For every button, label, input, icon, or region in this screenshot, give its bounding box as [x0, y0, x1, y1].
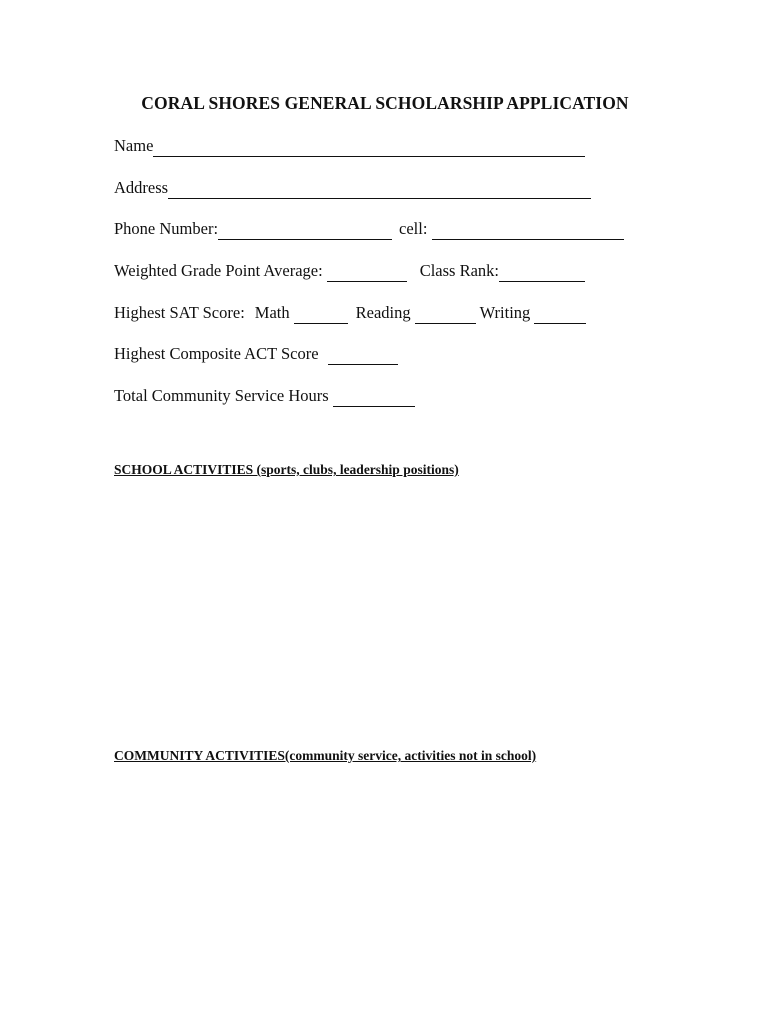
community-activities-heading: COMMUNITY ACTIVITIES(community service, activities not in school) [114, 748, 537, 763]
sat-label: Highest SAT Score: [114, 303, 245, 322]
gpa-row [114, 261, 585, 282]
service-hours-field[interactable] [333, 391, 415, 407]
gpa-label: Weighted Grade Point Average: [114, 261, 323, 280]
gpa-field[interactable] [327, 266, 407, 282]
address-field[interactable] [168, 183, 591, 199]
sat-reading-field[interactable] [415, 308, 476, 324]
act-row [114, 344, 398, 365]
service-hours-label: Total Community Service Hours [114, 386, 329, 405]
sat-math-field[interactable] [294, 308, 348, 324]
class-rank-label: Class Rank: [419, 261, 499, 280]
cell-field[interactable] [432, 224, 624, 240]
address-label: Address [114, 178, 169, 197]
name-field[interactable] [153, 141, 585, 157]
act-field[interactable] [328, 349, 398, 365]
address-row [114, 178, 591, 199]
sat-math-label: Math [254, 303, 290, 322]
name-label: Name [114, 136, 154, 155]
name-row [114, 136, 585, 157]
phone-label: Phone Number: [114, 219, 219, 238]
class-rank-field[interactable] [499, 266, 585, 282]
phone-field[interactable] [218, 224, 392, 240]
school-activities-heading: SCHOOL ACTIVITIES (sports, clubs, leadership positions) [114, 462, 459, 477]
sat-row [114, 303, 586, 324]
service-hours-row [114, 386, 415, 407]
act-label: Highest Composite ACT Score [114, 344, 319, 363]
sat-writing-label: Writing [479, 303, 531, 322]
sat-reading-label: Reading [355, 303, 411, 322]
sat-writing-field[interactable] [534, 308, 586, 324]
phone-row [114, 219, 624, 240]
cell-label: cell: [399, 219, 428, 238]
page-title: CORAL SHORES GENERAL SCHOLARSHIP APPLICATION [141, 93, 629, 113]
